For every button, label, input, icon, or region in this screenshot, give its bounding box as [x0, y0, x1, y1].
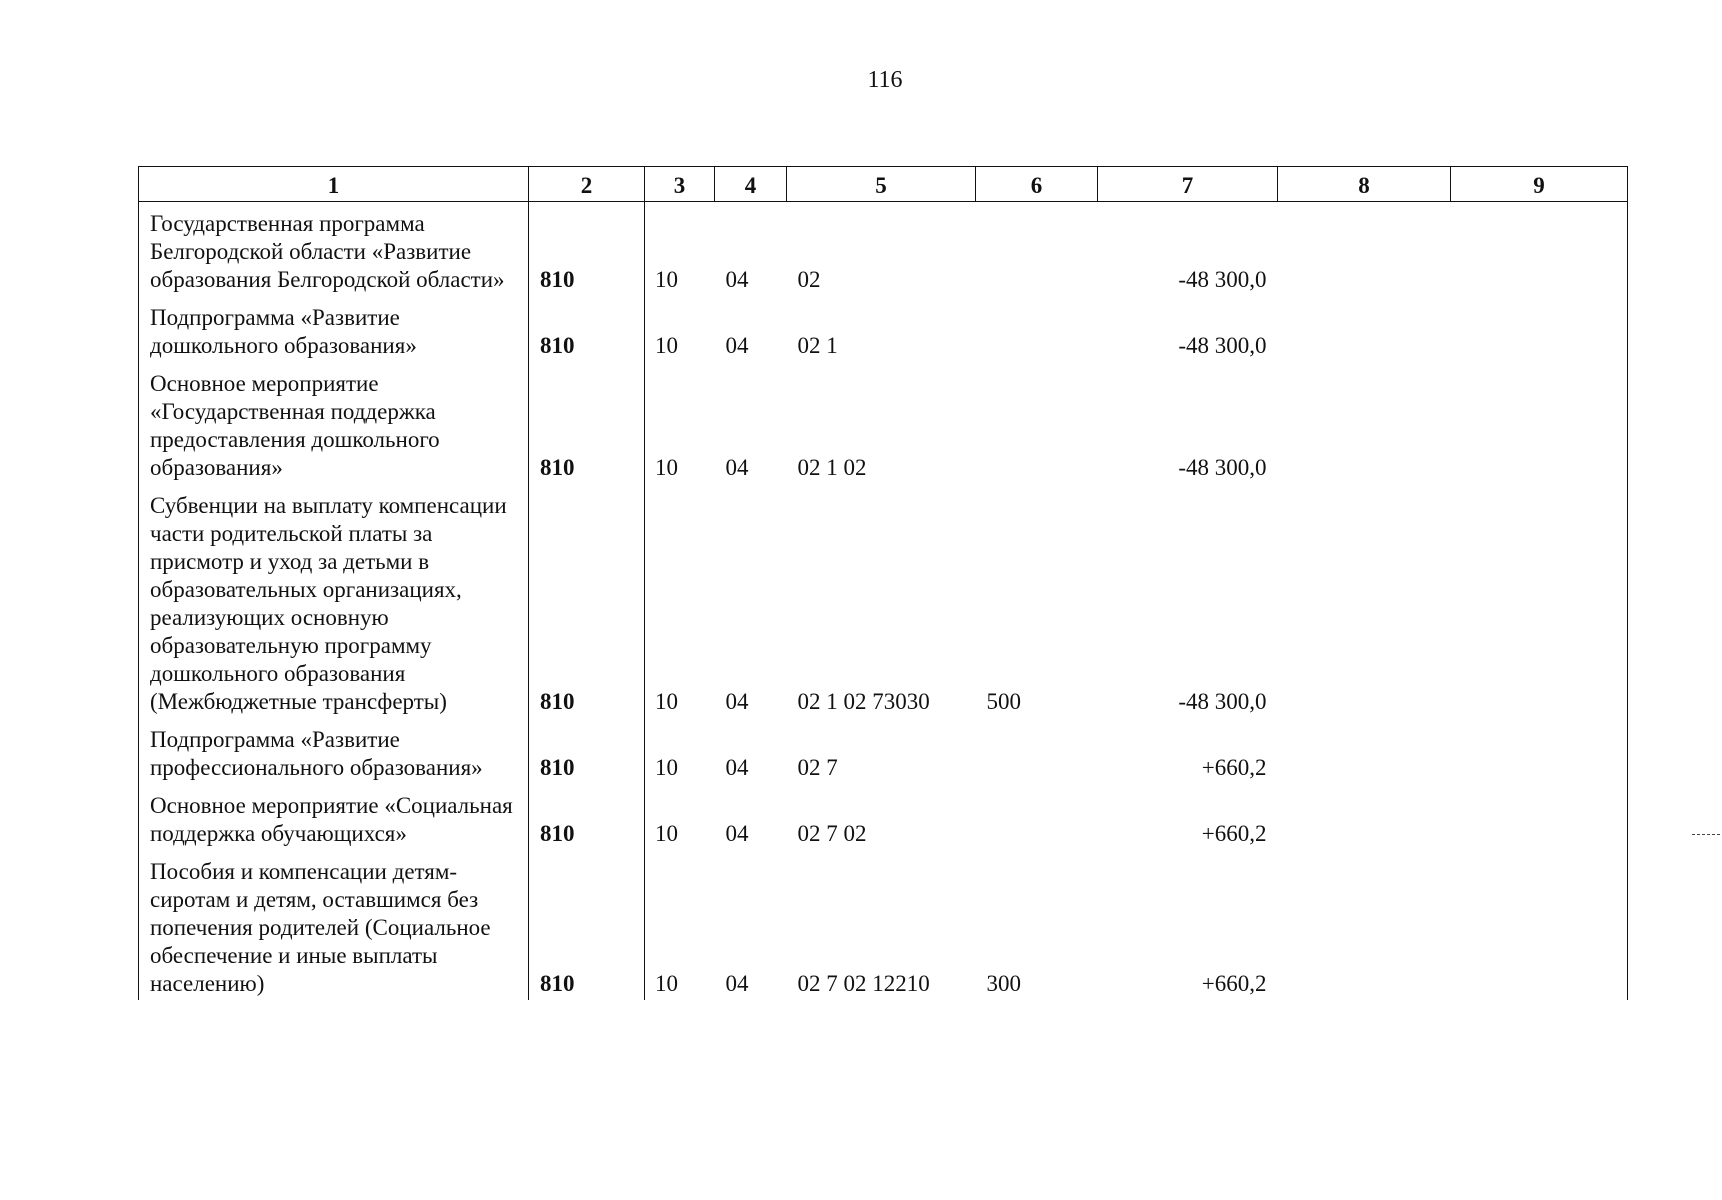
cell-col-8	[1278, 718, 1451, 784]
cell-col-9	[1451, 718, 1628, 784]
table-row	[139, 362, 1628, 484]
cell-col-7: -48 300,0	[1178, 689, 1267, 714]
cell-col-8	[1278, 484, 1451, 718]
cell-col-4: 04	[725, 755, 749, 780]
cell-col-4: 04	[725, 267, 749, 292]
table-row	[139, 850, 1628, 1000]
table-row	[139, 784, 1628, 850]
cell-col-9	[1451, 784, 1628, 850]
cell-col-2: 810	[529, 850, 645, 1000]
page-number: 116	[867, 67, 903, 93]
cell-col-7: +660,2	[1201, 971, 1267, 996]
col-header-2: 2	[529, 167, 645, 202]
table-row	[139, 484, 1628, 718]
cell-col-9	[1451, 484, 1628, 718]
cell-col-7: +660,2	[1201, 755, 1267, 780]
cell-col-6	[976, 718, 1098, 784]
cell-col-3: 10	[645, 484, 715, 718]
cell-col-2: 810	[529, 484, 645, 718]
cell-col-5: 02 7 02	[797, 821, 867, 846]
cell-col-5: 02	[797, 267, 821, 292]
cell-col-5: 02 7 02 12210	[797, 971, 930, 996]
cell-col-2: 810	[529, 718, 645, 784]
cell-col-4: 04	[725, 821, 749, 846]
cell-col-7: +660,2	[1201, 821, 1267, 846]
cell-col-8	[1278, 202, 1451, 297]
cell-col-8	[1278, 296, 1451, 362]
cell-col-5: 02 1	[797, 333, 838, 358]
budget-table	[138, 166, 1628, 1000]
table-row	[139, 718, 1628, 784]
cell-col-4: 04	[725, 689, 749, 714]
cell-col-6: 500	[986, 689, 1021, 714]
header-row	[139, 167, 1628, 202]
row-description: Основное мероприятие «Государственная поддержка предоставления дошкольного образования»	[139, 362, 529, 484]
cell-col-9	[1451, 296, 1628, 362]
row-description: Подпрограмма «Развитие профессионального образования»	[139, 718, 529, 784]
row-description: Государственная программа Белгородской области «Развитие образования Белгородской области»	[139, 202, 529, 297]
row-description: Субвенции на выплату компенсации части родительской платы за присмотр и уход за детьми в образовательных организациях, реализующих основную образовательную программу дошкольного образования (Межбюджетные трансферты)	[139, 484, 529, 718]
cell-col-7: -48 300,0	[1178, 455, 1267, 480]
col-header-9: 9	[1451, 167, 1628, 202]
cell-col-3: 10	[645, 296, 715, 362]
col-header-6: 6	[976, 167, 1098, 202]
cell-col-6	[976, 296, 1098, 362]
cell-col-6	[976, 202, 1098, 297]
table-row	[139, 296, 1628, 362]
cell-col-3: 10	[645, 362, 715, 484]
col-header-7: 7	[1098, 167, 1278, 202]
cell-col-9	[1451, 362, 1628, 484]
cell-col-5: 02 7	[797, 755, 838, 780]
cell-col-4: 04	[725, 333, 749, 358]
cell-col-9	[1451, 850, 1628, 1000]
cell-col-6	[976, 362, 1098, 484]
cell-col-2: 810	[529, 296, 645, 362]
cell-col-2: 810	[529, 784, 645, 850]
cell-col-2: 810	[529, 362, 645, 484]
cell-col-8	[1278, 784, 1451, 850]
cell-col-7: -48 300,0	[1178, 267, 1267, 292]
row-description: Подпрограмма «Развитие дошкольного образования»	[139, 296, 529, 362]
cell-col-6: 300	[986, 971, 1021, 996]
cell-col-7: -48 300,0	[1178, 333, 1267, 358]
cell-col-3: 10	[645, 784, 715, 850]
cell-col-3: 10	[645, 850, 715, 1000]
cell-col-5: 02 1 02	[797, 455, 867, 480]
cell-col-8	[1278, 850, 1451, 1000]
col-header-3: 3	[645, 167, 715, 202]
col-header-1: 1	[139, 167, 529, 202]
cell-col-6	[976, 784, 1098, 850]
cell-col-3: 10	[645, 202, 715, 297]
col-header-8: 8	[1278, 167, 1451, 202]
margin-dash-mark	[1692, 834, 1720, 835]
col-header-5: 5	[787, 167, 976, 202]
cell-col-8	[1278, 362, 1451, 484]
cell-col-5: 02 1 02 73030	[797, 689, 930, 714]
cell-col-4: 04	[725, 455, 749, 480]
cell-col-3: 10	[645, 718, 715, 784]
table-row	[139, 202, 1628, 297]
col-header-4: 4	[715, 167, 787, 202]
row-description: Основное мероприятие «Социальная поддержка обучающихся»	[139, 784, 529, 850]
cell-col-4: 04	[725, 971, 749, 996]
cell-col-2: 810	[529, 202, 645, 297]
cell-col-9	[1451, 202, 1628, 297]
row-description: Пособия и компенсации детям-сиротам и детям, оставшимся без попечения родителей (Социальное обеспечение и иные выплаты населению)	[139, 850, 529, 1000]
